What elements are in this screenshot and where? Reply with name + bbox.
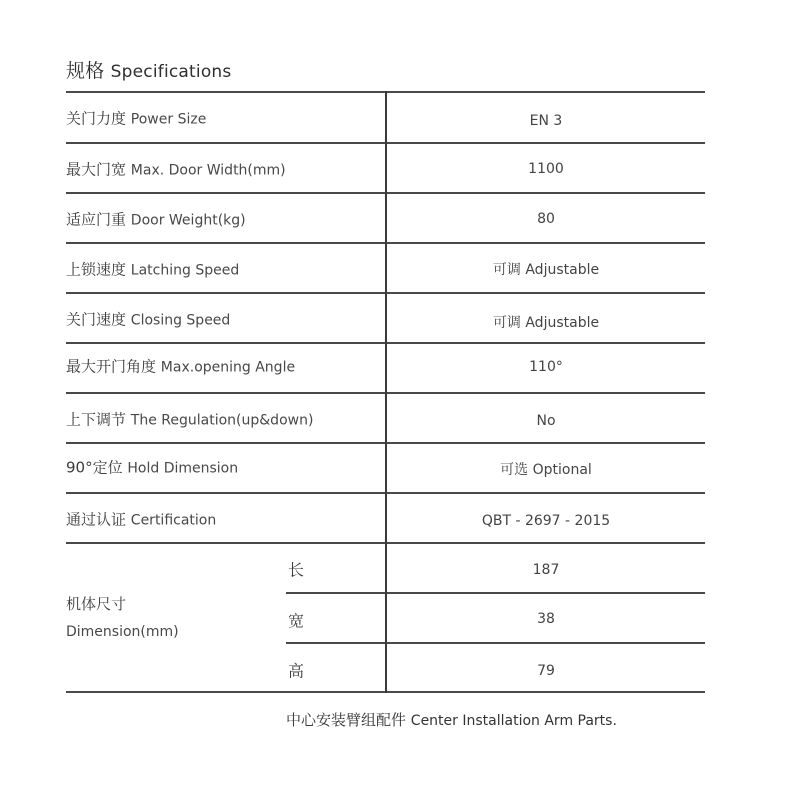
footnote: 中心安装臂组配件 Center Installation Arm Parts.: [286, 711, 617, 729]
spec-label-regulation: 上下调节 The Regulation(up&down): [66, 410, 314, 429]
spec-label-latching-speed: 上锁速度 Latching Speed: [66, 260, 240, 279]
spec-label-hold-dimension: 90°定位 Hold Dimension: [66, 458, 239, 477]
spec-value-max-opening-angle: 110°: [529, 359, 563, 375]
title-zh: 规格: [66, 60, 105, 82]
spec-label-power-size: 关门力度 Power Size: [66, 109, 207, 128]
dimension-value-length: 187: [532, 562, 560, 578]
spec-label-certification: 通过认证 Certification: [66, 510, 217, 529]
spec-label-closing-speed: 关门速度 Closing Speed: [66, 310, 231, 329]
dimension-key-length: 长: [288, 560, 305, 580]
spec-value-regulation: No: [536, 413, 556, 429]
spec-value-latching-speed: 可调 Adjustable: [492, 262, 600, 278]
spec-value-certification: QBT - 2697 - 2015: [481, 513, 611, 529]
spec-label-max-door-width: 最大门宽 Max. Door Width(mm): [66, 160, 286, 179]
dimension-value-height: 79: [537, 663, 555, 679]
dimension-sub-divider: [286, 592, 705, 594]
spec-value-max-door-width: 1100: [528, 161, 564, 177]
spec-value-power-size: EN 3: [529, 113, 563, 129]
spec-label-max-opening-angle: 最大开门角度 Max.opening Angle: [66, 357, 296, 376]
dimension-key-width: 宽: [288, 611, 305, 631]
page-title: [66, 56, 231, 83]
spec-value-door-weight: 80: [537, 211, 555, 227]
column-divider: [385, 91, 387, 693]
title-en: Specifications: [110, 62, 232, 82]
dimension-value-width: 38: [537, 611, 555, 627]
spec-label-door-weight: 适应门重 Door Weight(kg): [66, 210, 246, 229]
dimension-key-height: 高: [288, 661, 305, 681]
dimension-label: 机体尺寸 Dimension(mm): [66, 595, 179, 640]
spec-value-hold-dimension: 可选 Optional: [500, 462, 592, 478]
spec-value-closing-speed: 可调 Adjustable: [492, 315, 600, 331]
dimension-sub-divider: [286, 642, 705, 644]
